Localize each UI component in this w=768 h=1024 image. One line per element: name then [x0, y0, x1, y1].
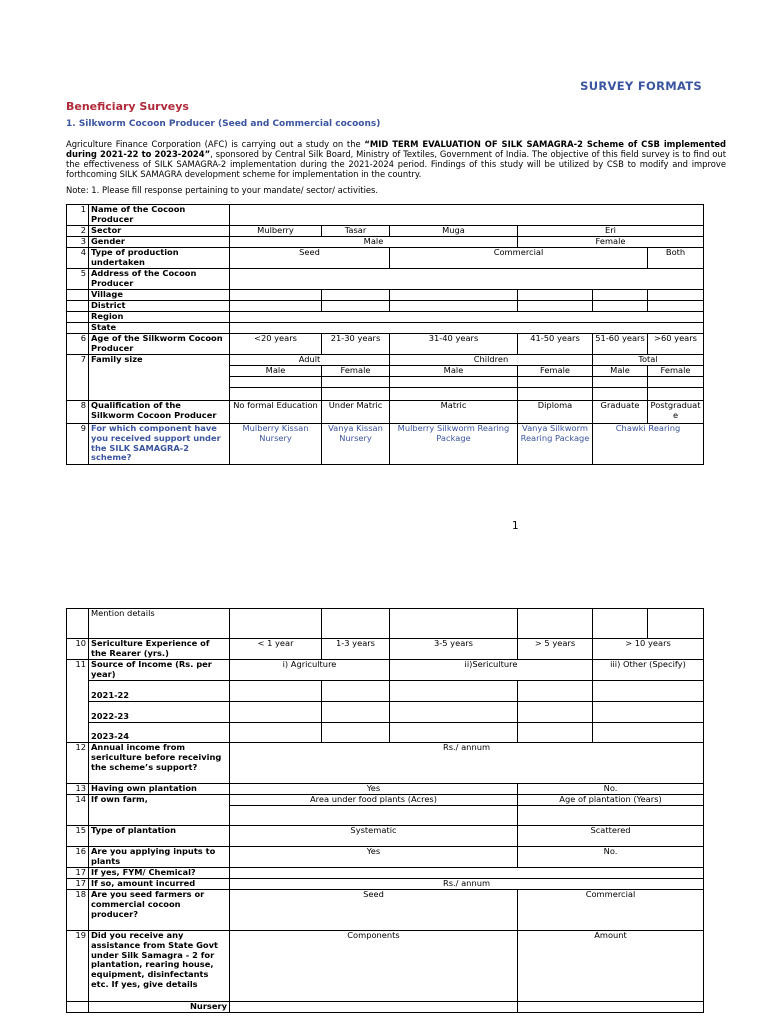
option[interactable]: Scattered — [518, 826, 704, 847]
answer-cell[interactable] — [230, 702, 322, 723]
option[interactable]: 51-60 years — [593, 334, 648, 355]
answer-cell[interactable] — [390, 609, 518, 639]
option: Area under food plants (Acres) — [230, 795, 518, 806]
question: If yes, FYM/ Chemical? — [89, 868, 230, 879]
question: Qualification of the Silkworm Cocoon Producer — [89, 401, 230, 424]
option: ii)Sericulture — [390, 660, 593, 681]
answer-cell[interactable] — [390, 301, 518, 312]
table-row — [67, 847, 704, 868]
question: If so, amount incurred — [89, 879, 230, 890]
table-row — [67, 931, 704, 1002]
table-row — [67, 355, 704, 366]
question: Gender — [89, 237, 230, 248]
table-row — [67, 237, 704, 248]
option[interactable]: Chawki Rearing — [593, 424, 704, 465]
option[interactable]: Muga — [390, 226, 518, 237]
row-number: 1 — [67, 205, 89, 226]
answer-cell[interactable] — [593, 301, 648, 312]
year-label: 2022-23 — [89, 702, 230, 723]
row-number: 19 — [67, 931, 89, 1002]
answer-cell[interactable] — [593, 388, 648, 401]
group-label: Adult — [230, 355, 390, 366]
answer-cell[interactable] — [390, 290, 518, 301]
question: Are you applying inputs to plants — [89, 847, 230, 868]
table-row — [67, 401, 704, 424]
answer-cell[interactable] — [593, 377, 648, 388]
answer-cell[interactable] — [230, 681, 322, 702]
answer-cell[interactable] — [322, 388, 390, 401]
survey-table-2 — [66, 608, 704, 1013]
table-row — [67, 723, 704, 743]
option: Age of plantation (Years) — [518, 795, 704, 806]
option[interactable]: Both — [648, 248, 704, 269]
question: Type of production undertaken — [89, 248, 230, 269]
column-label: Components — [230, 931, 518, 1002]
row-number: 6 — [67, 334, 89, 355]
row-number: 3 — [67, 237, 89, 248]
answer-cell[interactable] — [230, 377, 322, 388]
answer-cell[interactable] — [648, 609, 704, 639]
row-number: 17 — [67, 879, 89, 890]
question: Did you receive any assistance from State Govt under Silk Samagra - 2 for plantation, rearing house, equipment, disinfectants etc. If yes, give details — [89, 931, 230, 1002]
row-number: 7 — [67, 355, 89, 401]
answer-cell[interactable] — [230, 301, 322, 312]
question: Mention details — [89, 609, 230, 639]
intro-bold: “MID TERM EVALUATION OF SILK SAMAGRA-2 Scheme of CSB implemented during 2021-22 to 2023-2024” — [66, 139, 727, 159]
answer-cell[interactable] — [230, 323, 704, 334]
option[interactable]: Yes — [230, 847, 518, 868]
option[interactable]: Seed — [230, 248, 390, 269]
answer-cell[interactable] — [593, 681, 704, 702]
option[interactable]: > 10 years — [593, 639, 704, 660]
option: iii) Other (Specify) — [593, 660, 704, 681]
answer-cell[interactable] — [648, 377, 704, 388]
answer-cell[interactable] — [593, 290, 648, 301]
table-row — [67, 879, 704, 890]
row-number: 8 — [67, 401, 89, 424]
option[interactable]: 3-5 years — [390, 639, 518, 660]
option[interactable]: Mulberry — [230, 226, 322, 237]
question: Address of the Cocoon Producer — [89, 269, 230, 290]
question: Family size — [89, 355, 230, 401]
table-row — [67, 424, 704, 465]
option[interactable]: Commercial — [518, 890, 704, 931]
sub-label: Female — [518, 366, 593, 377]
answer-cell[interactable] — [322, 609, 390, 639]
answer-cell[interactable] — [518, 702, 593, 723]
answer-cell[interactable] — [518, 681, 593, 702]
option[interactable]: No. — [518, 847, 704, 868]
answer-cell[interactable] — [518, 388, 593, 401]
table-row — [67, 868, 704, 879]
option[interactable]: Mulberry Kissan Nursery — [230, 424, 322, 465]
page-title: SURVEY FORMATS — [580, 79, 702, 93]
row-number: 18 — [67, 890, 89, 931]
answer-cell[interactable] — [322, 377, 390, 388]
table-row — [67, 743, 704, 784]
table-row — [67, 702, 704, 723]
answer-cell[interactable] — [230, 1002, 518, 1013]
row-number: 11 — [67, 660, 89, 743]
table-row — [67, 826, 704, 847]
answer-cell[interactable] — [390, 723, 518, 743]
option[interactable]: Yes — [230, 784, 518, 795]
question: Source of Income (Rs. per year) — [89, 660, 230, 681]
table-row — [67, 323, 704, 334]
option[interactable]: Vanya Kissan Nursery — [322, 424, 390, 465]
answer-cell[interactable] — [593, 702, 704, 723]
option[interactable]: No. — [518, 784, 704, 795]
survey-table-1 — [66, 204, 704, 465]
option[interactable]: < 1 year — [230, 639, 322, 660]
answer-cell[interactable] — [648, 388, 704, 401]
answer-cell[interactable] — [230, 868, 704, 879]
section-heading: Beneficiary Surveys — [66, 100, 189, 113]
question: If own farm, — [89, 795, 230, 826]
table-row — [67, 784, 704, 795]
note: Note: 1. Please fill response pertaining to your mandate/ sector/ activities. — [66, 185, 379, 195]
question: Nursery — [89, 1002, 230, 1013]
answer-cell[interactable] — [390, 702, 518, 723]
answer-cell[interactable]: Rs./ annum — [230, 879, 704, 890]
option[interactable]: 1-3 years — [322, 639, 390, 660]
question: Are you seed farmers or commercial cocoon producer? — [89, 890, 230, 931]
table-row — [67, 334, 704, 355]
intro-text-2: , sponsored by Central Silk Board, Ministry of Textiles, Government of India. The objective of this field survey is to find out the effectiveness of SILK SAMAGRA-2 implementation during the 2021-2024 period. Findings of this study will be utilized by CSB to modify and improve forthcoming SILK SAMAGRA development scheme for implementation in the country. — [66, 149, 726, 179]
answer-cell[interactable] — [518, 806, 704, 826]
question: Having own plantation — [89, 784, 230, 795]
answer-cell[interactable] — [593, 609, 648, 639]
table-row — [67, 795, 704, 806]
row-number: 13 — [67, 784, 89, 795]
option[interactable]: Matric — [390, 401, 518, 424]
answer-cell[interactable] — [648, 301, 704, 312]
option[interactable]: Seed — [230, 890, 518, 931]
answer-cell[interactable] — [230, 312, 704, 323]
row-number: 12 — [67, 743, 89, 784]
option[interactable]: Systematic — [230, 826, 518, 847]
option[interactable]: 31-40 years — [390, 334, 518, 355]
option[interactable]: Tasar — [322, 226, 390, 237]
answer-cell[interactable] — [518, 301, 593, 312]
row-number: 2 — [67, 226, 89, 237]
table-row — [67, 639, 704, 660]
answer-cell[interactable] — [390, 681, 518, 702]
sub-label: Female — [648, 366, 704, 377]
table-row — [67, 269, 704, 290]
answer-cell[interactable] — [322, 702, 390, 723]
table-row — [67, 226, 704, 237]
question: Village — [89, 290, 230, 301]
year-label: 2021-22 — [89, 681, 230, 702]
answer-cell[interactable] — [390, 377, 518, 388]
answer-cell[interactable] — [230, 723, 322, 743]
answer-cell[interactable] — [322, 723, 390, 743]
table-row — [67, 1002, 704, 1013]
subsection-heading: 1. Silkworm Cocoon Producer (Seed and Commercial cocoons) — [66, 119, 381, 129]
year-label: 2023-24 — [89, 723, 230, 743]
group-label: Total — [593, 355, 704, 366]
option[interactable]: Mulberry Silkworm Rearing Package — [390, 424, 518, 465]
answer-cell[interactable] — [518, 1002, 704, 1013]
table-row — [67, 290, 704, 301]
answer-cell[interactable] — [518, 377, 593, 388]
question: Name of the Cocoon Producer — [89, 205, 230, 226]
row-number: 17 — [67, 868, 89, 879]
table-row — [67, 660, 704, 681]
answer-cell[interactable] — [322, 681, 390, 702]
option[interactable]: >60 years — [648, 334, 704, 355]
answer-cell[interactable] — [322, 290, 390, 301]
question: Sericulture Experience of the Rearer (yrs.) — [89, 639, 230, 660]
option[interactable]: No formal Education — [230, 401, 322, 424]
question: Age of the Silkworm Cocoon Producer — [89, 334, 230, 355]
column-label: Amount — [518, 931, 704, 1002]
sub-label: Male — [390, 366, 518, 377]
row-number: 16 — [67, 847, 89, 868]
table-row — [67, 890, 704, 931]
option[interactable]: 41-50 years — [518, 334, 593, 355]
option[interactable]: Vanya Silkworm Rearing Package — [518, 424, 593, 465]
option[interactable]: Diploma — [518, 401, 593, 424]
option[interactable]: > 5 years — [518, 639, 593, 660]
answer-cell[interactable] — [230, 205, 704, 226]
intro-paragraph — [66, 139, 726, 179]
answer-cell[interactable] — [648, 290, 704, 301]
row-number: 14 — [67, 795, 89, 826]
table-row — [67, 301, 704, 312]
option[interactable]: Eri — [518, 226, 704, 237]
table-row — [67, 681, 704, 702]
answer-cell[interactable] — [230, 290, 322, 301]
option[interactable]: Under Matric — [322, 401, 390, 424]
table-row — [67, 312, 704, 323]
sub-label: Male — [593, 366, 648, 377]
answer-cell[interactable] — [322, 301, 390, 312]
option[interactable]: <20 years — [230, 334, 322, 355]
table-row — [67, 248, 704, 269]
option: i) Agriculture — [230, 660, 390, 681]
answer-cell[interactable] — [390, 388, 518, 401]
row-number: 5 — [67, 269, 89, 290]
question: For which component have you received support under the SILK SAMAGRA-2 scheme? — [89, 424, 230, 465]
option[interactable]: Commercial — [390, 248, 648, 269]
answer-cell[interactable] — [230, 388, 322, 401]
answer-cell[interactable]: Rs./ annum — [230, 743, 704, 784]
row-number: 10 — [67, 639, 89, 660]
question: District — [89, 301, 230, 312]
question: Sector — [89, 226, 230, 237]
answer-cell[interactable] — [230, 269, 704, 290]
question: State — [89, 323, 230, 334]
row-number: 15 — [67, 826, 89, 847]
sub-label: Male — [230, 366, 322, 377]
option[interactable]: Male — [230, 237, 518, 248]
option[interactable]: Postgraduate — [648, 401, 704, 424]
row-number: 9 — [67, 424, 89, 465]
option[interactable]: Graduate — [593, 401, 648, 424]
question: Region — [89, 312, 230, 323]
question: Type of plantation — [89, 826, 230, 847]
option[interactable]: 21-30 years — [322, 334, 390, 355]
answer-cell[interactable] — [518, 609, 593, 639]
answer-cell[interactable] — [593, 723, 704, 743]
answer-cell[interactable] — [518, 723, 593, 743]
table-row — [67, 609, 704, 639]
answer-cell[interactable] — [230, 806, 518, 826]
row-number: 4 — [67, 248, 89, 269]
intro-text-1: Agriculture Finance Corporation (AFC) is carrying out a study on the — [66, 139, 365, 149]
question: Annual income from sericulture before receiving the scheme’s support? — [89, 743, 230, 784]
answer-cell[interactable] — [230, 609, 322, 639]
option[interactable]: Female — [518, 237, 704, 248]
group-label: Children — [390, 355, 593, 366]
page-number: 1 — [512, 520, 519, 532]
answer-cell[interactable] — [518, 290, 593, 301]
sub-label: Female — [322, 366, 390, 377]
table-row — [67, 205, 704, 226]
